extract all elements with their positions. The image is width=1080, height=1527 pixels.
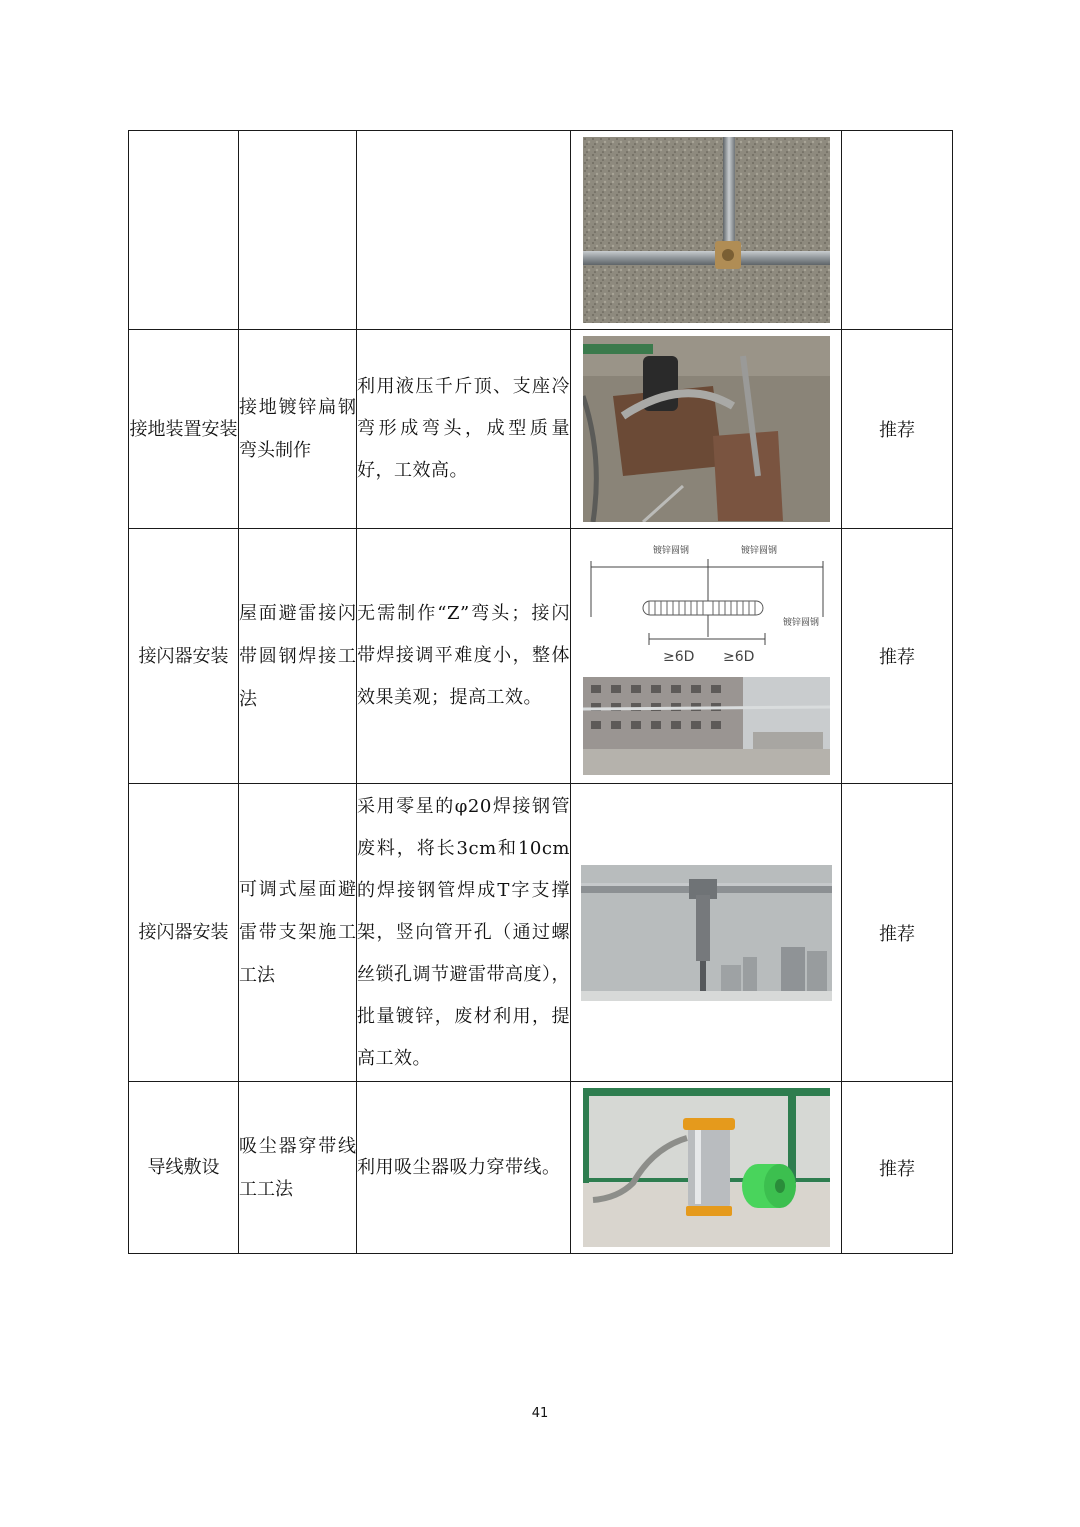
table-row xyxy=(129,1082,953,1254)
page-number: 41 xyxy=(531,1406,549,1421)
recommendation-cell: 推荐 xyxy=(842,784,953,1082)
rooftop-lightning-belt-photo xyxy=(583,677,830,775)
method-name-cell: 屋面避雷接闪带圆钢焊接工法 xyxy=(239,529,357,784)
adjustable-support-photo xyxy=(581,865,832,1001)
diagram-label-right: 镀锌圆钢 xyxy=(740,546,777,556)
table-row xyxy=(129,330,953,529)
table-row xyxy=(129,131,953,330)
image-cell xyxy=(571,529,842,784)
diagram-label-bottom: 镀锌圆钢 xyxy=(782,618,819,628)
round-steel-weld-diagram xyxy=(583,537,830,677)
image-cell xyxy=(571,330,842,529)
image-cell xyxy=(571,784,842,1082)
recommendation-cell xyxy=(842,131,953,330)
category-cell: 接闪器安装 xyxy=(129,784,239,1082)
description-cell: 无需制作“Z”弯头；接闪带焊接调平难度小，整体效果美观；提高工效。 xyxy=(357,529,571,784)
pipe-tee-joint-photo xyxy=(583,137,830,323)
description-cell xyxy=(357,131,571,330)
category-cell: 接闪器安装 xyxy=(129,529,239,784)
description-cell: 利用液压千斤顶、支座冷弯形成弯头，成型质量好，工效高。 xyxy=(357,330,571,529)
category-cell xyxy=(129,131,239,330)
method-name-cell xyxy=(239,131,357,330)
table-row xyxy=(129,784,953,1082)
category-cell: 接地装置安装 xyxy=(129,330,239,529)
table-row xyxy=(129,529,953,784)
vacuum-cleaner-photo xyxy=(583,1088,830,1247)
description-cell: 采用零星的φ20焊接钢管废料，将长3cm和10cm的焊接钢管焊成T字支撑架，竖向管开孔（通过螺丝锁孔调节避雷带高度），批量镀锌，废材利用，提高工效。 xyxy=(357,784,571,1082)
method-name-cell: 吸尘器穿带线工工法 xyxy=(239,1082,357,1254)
category-cell: 导线敷设 xyxy=(129,1082,239,1254)
method-name-cell: 接地镀锌扁钢弯头制作 xyxy=(239,330,357,529)
methods-table xyxy=(128,130,953,1254)
diagram-dim-left: ≥6D xyxy=(662,649,694,665)
method-name-cell: 可调式屋面避雷带支架施工工法 xyxy=(239,784,357,1082)
image-cell xyxy=(571,131,842,330)
recommendation-cell: 推荐 xyxy=(842,1082,953,1254)
diagram-label-left: 镀锌圆钢 xyxy=(652,546,689,556)
image-cell xyxy=(571,1082,842,1254)
recommendation-cell: 推荐 xyxy=(842,529,953,784)
description-cell: 利用吸尘器吸力穿带线。 xyxy=(357,1082,571,1254)
recommendation-cell: 推荐 xyxy=(842,330,953,529)
hydraulic-bending-photo xyxy=(583,336,830,522)
diagram-dim-right: ≥6D xyxy=(722,649,754,665)
